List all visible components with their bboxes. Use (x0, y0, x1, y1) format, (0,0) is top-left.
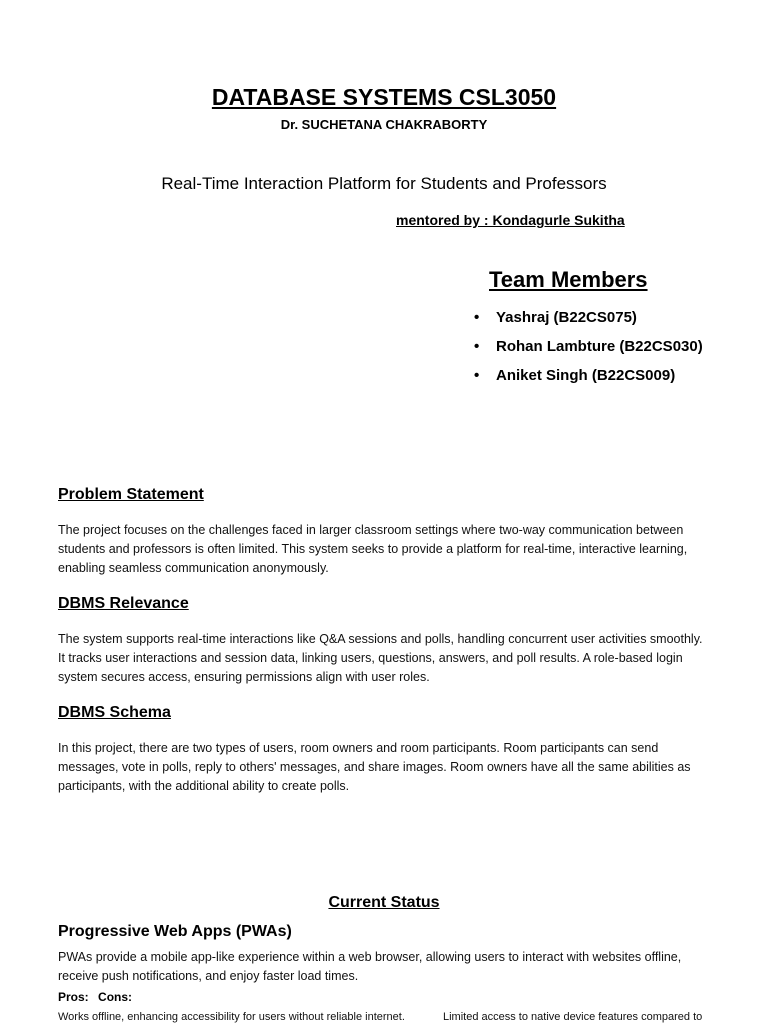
pwa-text: PWAs provide a mobile app-like experience within a web browser, allowing users to interact with websites offline, receive push notifications, and enjoy faster load times. (58, 950, 682, 983)
dbms-schema-heading: DBMS Schema (58, 704, 171, 721)
team-member: Yashraj (B22CS075) (496, 309, 637, 326)
dbms-relevance-text: The system supports real-time interactions like Q&A sessions and polls, handling concurrent user activities smoothly. It tracks user interactions and session data, linking users, questions, answers, and poll results. A role-based login system secures access, ensuring permissions align with user roles. (58, 632, 703, 684)
bullet-icon: • (474, 309, 480, 326)
cons-label: Cons: (98, 990, 133, 1004)
team-members-heading: Team Members (489, 267, 648, 292)
pros-cons-labels (58, 990, 138, 1004)
pro-item: Works offline, enhancing accessibility for users without reliable internet. (58, 1011, 405, 1023)
problem-statement-text: The project focuses on the challenges faced in larger classroom settings where two-way communication between students and professors is often limited. This system seeks to provide a platform for real-time, interactive learning, enabling seamless communication anonymously. (58, 523, 688, 575)
list-item (474, 364, 703, 393)
team-members-list (474, 306, 703, 393)
bullet-icon: • (474, 367, 480, 384)
mentor-line: mentored by : Kondagurle Sukitha (396, 212, 625, 228)
team-member: Aniket Singh (B22CS009) (496, 367, 676, 384)
con-item: Limited access to native device features compared to (443, 1011, 703, 1023)
course-title: DATABASE SYSTEMS CSL3050 (211, 84, 557, 110)
team-member: Rohan Lambture (B22CS030) (496, 338, 703, 355)
dbms-schema-text: In this project, there are two types of users, room owners and room participants. Room participants can send messages, vote in polls, reply to others' messages, and share images. Room owners have all the same abilities as participants, with the additional ability to create polls. (58, 741, 691, 793)
pros-label: Pros: (58, 990, 89, 1004)
pwa-heading: Progressive Web Apps (PWAs) (58, 923, 292, 940)
project-title: Real-Time Interaction Platform for Students and Professors (161, 174, 607, 193)
list-item (474, 335, 703, 364)
current-status-heading: Current Status (328, 894, 440, 911)
instructor-name: Dr. SUCHETANA CHAKRABORTY (280, 117, 488, 132)
problem-statement-heading: Problem Statement (58, 486, 204, 503)
bullet-icon: • (474, 338, 480, 355)
list-item (474, 306, 703, 335)
dbms-relevance-heading: DBMS Relevance (58, 595, 189, 612)
